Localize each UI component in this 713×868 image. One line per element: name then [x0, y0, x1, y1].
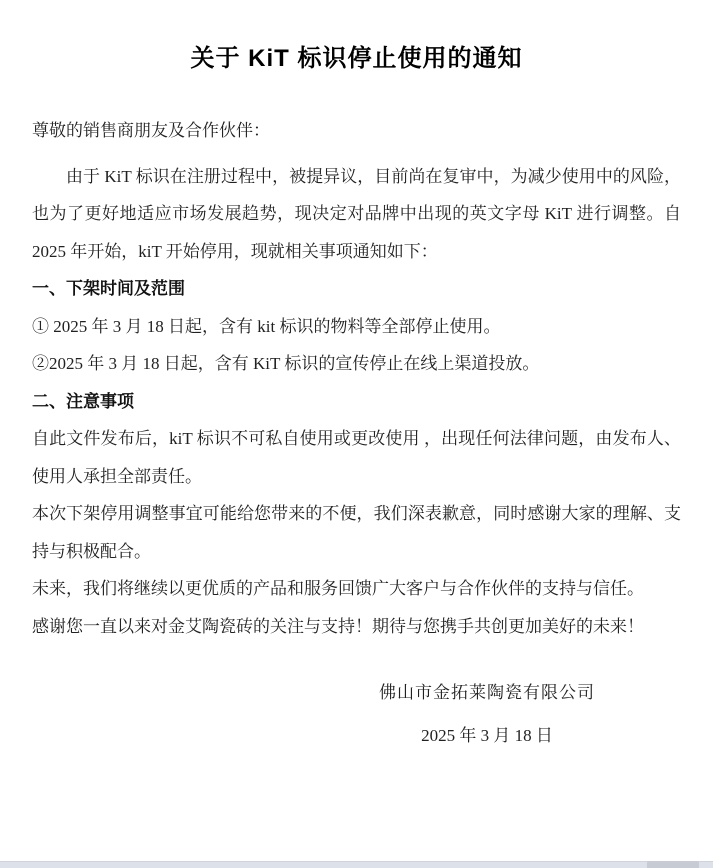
taskbar-item-edge[interactable]: [647, 861, 699, 868]
document-body: [32, 112, 681, 645]
section1-item-1: ① 2025 年 3 月 18 日起，含有 kit 标识的物料等全部停止使用。: [32, 316, 501, 336]
document-title: 关于 KiT 标识停止使用的通知: [190, 45, 523, 72]
section2-paragraph-2: 本次下架停用调整事宜可能给您带来的不便，我们深表歉意，同时感谢大家的理解、支持与积极配合。: [32, 504, 681, 561]
intro-paragraph: 由于 KiT 标识在注册过程中，被提异议，目前尚在复审中，为减少使用中的风险，也为了更好地适应市场发展趋势，现决定对品牌中出现的英文字母 KiT 进行调整。自 2025 年开始，kiT 开始停用，现就相关事项通知如下：: [32, 166, 681, 261]
section1-item-2: ②2025 年 3 月 18 日起，含有 KiT 标识的宣传停止在线上渠道投放。: [32, 354, 540, 373]
section2-heading: 二、注意事项: [32, 391, 134, 411]
section2-paragraph-4: 感谢您一直以来对金艾陶瓷砖的关注与支持！期待与您携手共创更加美好的未来！: [32, 616, 644, 636]
section2-paragraph-1: 自此文件发布后，kiT 标识不可私自使用或更改使用 ，出现任何法律问题，由发布人、使用人承担全部责任。: [32, 429, 681, 486]
signature-block: [379, 682, 595, 747]
section2-paragraph-3: 未来，我们将继续以更优质的产品和服务回馈广大客户与合作伙伴的支持与信任。: [32, 579, 644, 598]
signature-date: 2025 年 3 月 18 日: [421, 726, 553, 745]
signature-company: 佛山市金拓莱陶瓷有限公司: [379, 683, 595, 702]
greeting-line: 尊敬的销售商朋友及合作伙伴：: [32, 121, 270, 140]
taskbar-strip[interactable]: [0, 861, 713, 868]
section1-heading: 一、下架时间及范围: [32, 279, 185, 298]
